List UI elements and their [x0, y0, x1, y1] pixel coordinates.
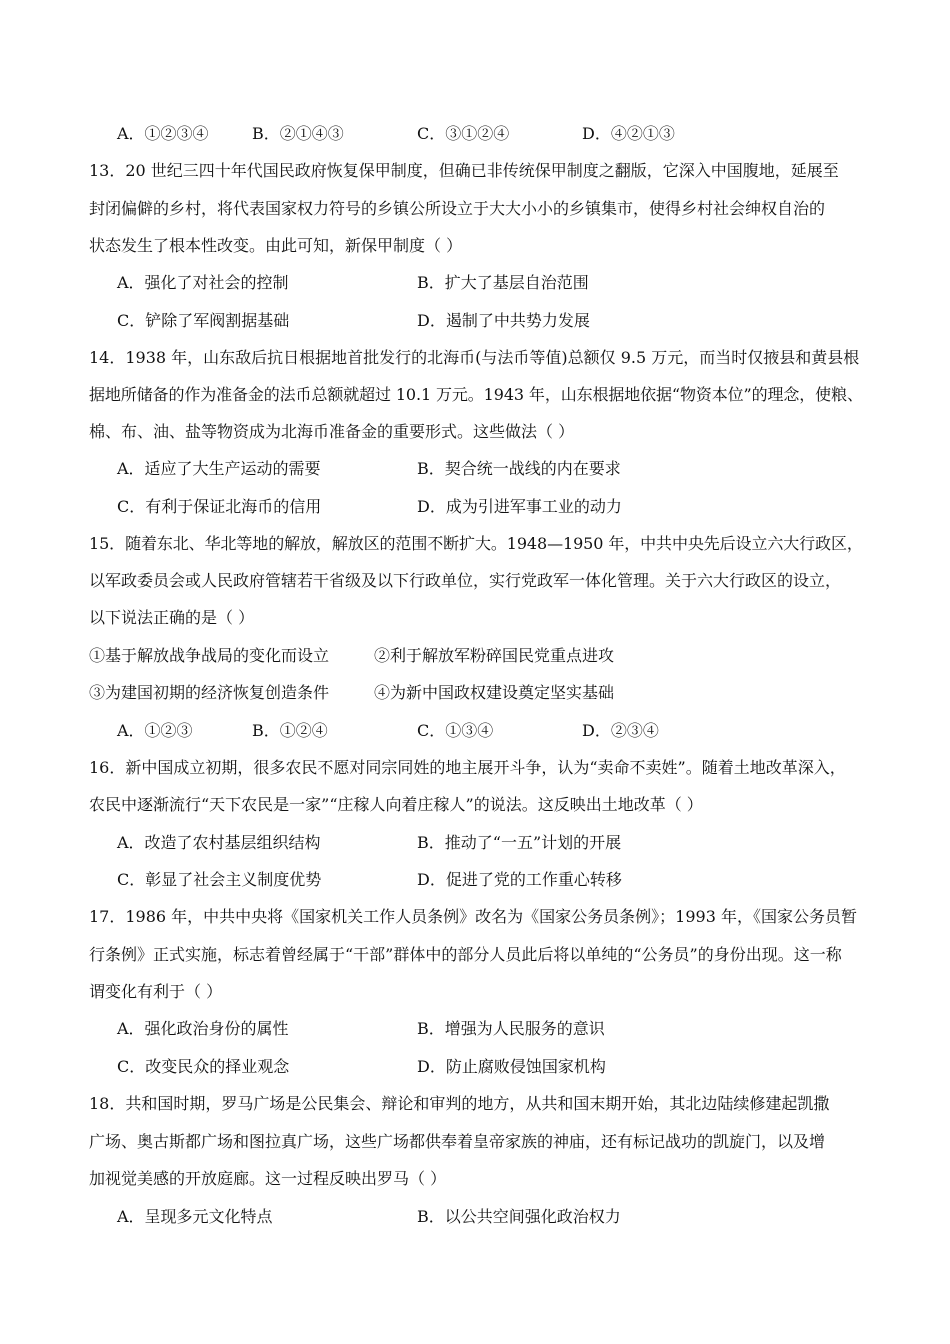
q17-stem-line-2: 行条例》正式实施，标志着曾经属于“干部”群体中的部分人员此后将以单纯的“公务员”的身份出现。这一称	[89, 945, 842, 964]
q13-option-b[interactable]: B．扩大了基层自治范围	[417, 273, 589, 292]
q14-stem-line-1: 14．1938 年，山东敌后抗日根据地首批发行的北海币(与法币等值)总额仅 9.5 万元，而当时仅掖县和黄县根	[89, 348, 860, 367]
q15-stem-line-3: 以下说法正确的是（ ）	[89, 608, 255, 627]
q13-option-c[interactable]: C．铲除了军阀割据基础	[117, 311, 290, 330]
q13-option-d[interactable]: D．遏制了中共势力发展	[417, 311, 590, 330]
q16-option-b[interactable]: B．推动了“一五”计划的开展	[417, 833, 622, 852]
q12-option-b[interactable]: B．②①④③	[252, 124, 344, 143]
q13-stem-line-3: 状态发生了根本性改变。由此可知，新保甲制度（ ）	[89, 236, 463, 255]
q15-option-c[interactable]: C．①③④	[417, 721, 494, 740]
q12-option-d[interactable]: D．④②①③	[582, 124, 675, 143]
q17-option-a[interactable]: A．强化政治身份的属性	[117, 1019, 289, 1038]
q17-stem-line-1: 17．1986 年，中共中央将《国家机关工作人员条例》改名为《国家公务员条例》；1993 年，《国家公务员暂	[89, 907, 857, 926]
q14-option-a[interactable]: A．适应了大生产运动的需要	[117, 459, 321, 478]
q14-option-d[interactable]: D．成为引进军事工业的动力	[417, 497, 622, 516]
q14-stem-line-3: 棉、布、油、盐等物资成为北海币准备金的重要形式。这些做法（ ）	[89, 422, 575, 441]
q16-stem-line-2: 农民中逐渐流行“天下农民是一家”“庄稼人向着庄稼人”的说法。这反映出土地改革（ ）	[89, 795, 703, 814]
q18-stem-line-3: 加视觉美感的开放庭廊。这一过程反映出罗马（ ）	[89, 1169, 447, 1188]
q15-option-b[interactable]: B．①②④	[252, 721, 328, 740]
q17-stem-line-3: 谓变化有利于（ ）	[89, 982, 223, 1001]
q17-option-c[interactable]: C．改变民众的择业观念	[117, 1057, 290, 1076]
q16-option-a[interactable]: A．改造了农村基层组织结构	[117, 833, 321, 852]
q18-option-a[interactable]: A．呈现多元文化特点	[117, 1207, 273, 1226]
q15-statement-1: ①基于解放战争战局的变化而设立	[89, 646, 330, 665]
q14-option-c[interactable]: C．有利于保证北海币的信用	[117, 497, 322, 516]
q18-option-b[interactable]: B．以公共空间强化政治权力	[417, 1207, 621, 1226]
q15-statement-2: ②利于解放军粉碎国民党重点进攻	[374, 646, 615, 665]
q15-statement-3: ③为建国初期的经济恢复创造条件	[89, 683, 330, 702]
q17-option-b[interactable]: B．增强为人民服务的意识	[417, 1019, 605, 1038]
q15-stem-line-2: 以军政委员会或人民政府管辖若干省级及以下行政单位，实行党政军一体化管理。关于六大行政区的设立，	[89, 571, 842, 590]
q18-stem-line-1: 18．共和国时期，罗马广场是公民集会、辩论和审判的地方，从共和国末期开始，其北边陆续修建起凯撒	[89, 1094, 830, 1113]
q16-option-c[interactable]: C．彰显了社会主义制度优势	[117, 870, 322, 889]
q12-option-c[interactable]: C．③①②④	[417, 124, 510, 143]
q15-stem-line-1: 15．随着东北、华北等地的解放，解放区的范围不断扩大。1948—1950 年，中共中央先后设立六大行政区，	[89, 534, 863, 553]
q14-option-b[interactable]: B．契合统一战线的内在要求	[417, 459, 621, 478]
q15-statement-4: ④为新中国政权建设奠定坚实基础	[374, 683, 615, 702]
q17-option-d[interactable]: D．防止腐败侵蚀国家机构	[417, 1057, 606, 1076]
q15-option-d[interactable]: D．②③④	[582, 721, 659, 740]
q13-stem-line-2: 封闭偏僻的乡村，将代表国家权力符号的乡镇公所设立于大大小小的乡镇集市，使得乡村社会绅权自治的	[89, 199, 826, 218]
q14-stem-line-2: 据地所储备的作为准备金的法币总额就超过 10.1 万元。1943 年，山东根据地依据“物资本位”的理念，使粮、	[89, 385, 863, 404]
q16-option-d[interactable]: D．促进了党的工作重心转移	[417, 870, 622, 889]
q13-stem-line-1: 13．20 世纪三四十年代国民政府恢复保甲制度，但确已非传统保甲制度之翻版，它深入中国腹地，延展至	[89, 161, 839, 180]
q18-stem-line-2: 广场、奥古斯都广场和图拉真广场，这些广场都供奉着皇帝家族的神庙，还有标记战功的凯旋门，以及增	[89, 1132, 826, 1151]
q15-option-a[interactable]: A．①②③	[117, 721, 193, 740]
q13-option-a[interactable]: A．强化了对社会的控制	[117, 273, 289, 292]
q16-stem-line-1: 16．新中国成立初期，很多农民不愿对同宗同姓的地主展开斗争，认为“卖命不卖姓”。随着土地改革深入，	[89, 758, 846, 777]
q12-option-a[interactable]: A．①②③④	[117, 124, 209, 143]
